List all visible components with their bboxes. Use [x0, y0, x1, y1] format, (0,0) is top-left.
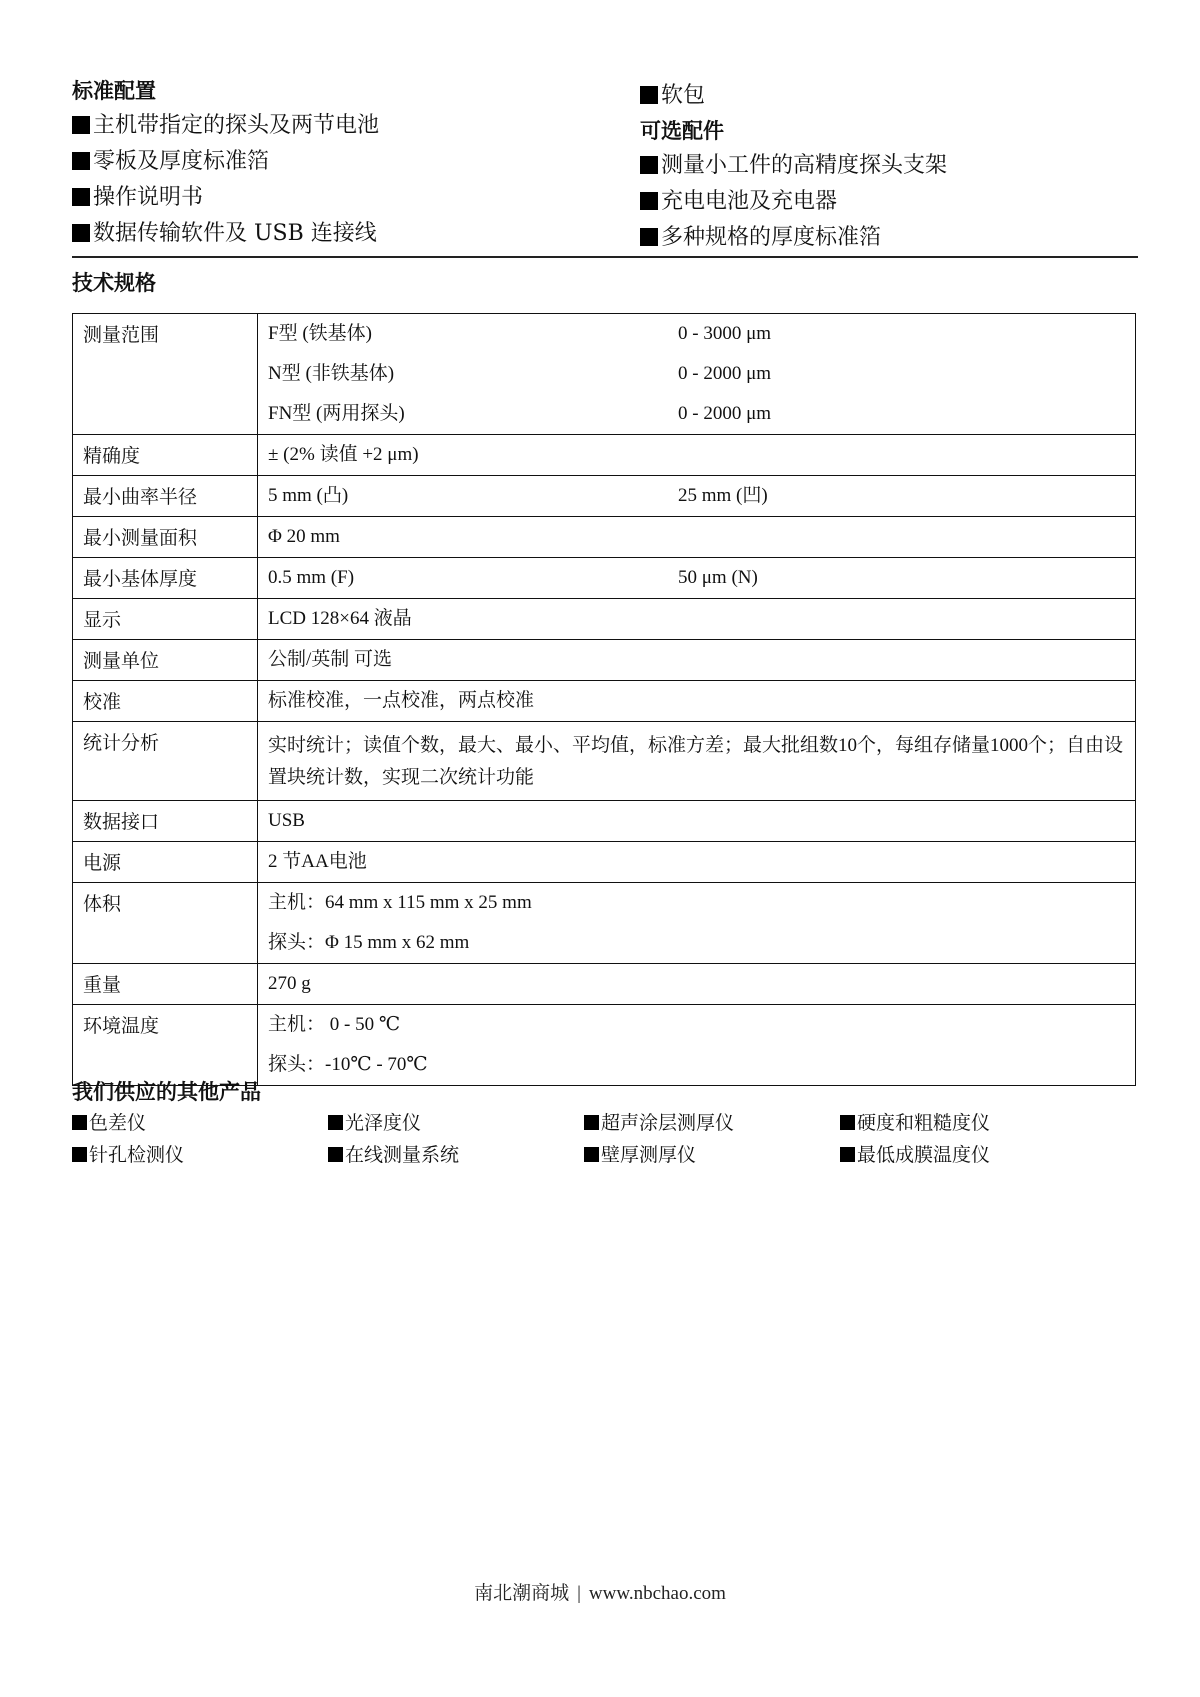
other-products-section	[72, 1077, 1138, 1171]
spec-label: 精确度	[73, 435, 258, 476]
square-bullet-icon	[584, 1147, 599, 1162]
spec-value: 2 节AA电池	[258, 842, 1136, 883]
spec-label: 测量范围	[73, 314, 258, 435]
optional-accessory-item: 测量小工件的高精度探头支架	[640, 148, 1140, 184]
spec-label: 统计分析	[73, 722, 258, 801]
table-row	[73, 1005, 1136, 1086]
table-row	[73, 476, 1136, 517]
table-row	[73, 964, 1136, 1005]
spec-label: 最小基体厚度	[73, 558, 258, 599]
other-products-heading: 我们供应的其他产品	[72, 1080, 261, 1104]
spec-label: 数据接口	[73, 801, 258, 842]
square-bullet-icon	[72, 1147, 87, 1162]
spec-value: 公制/英制 可选	[258, 640, 1136, 681]
specs-table	[72, 313, 1136, 1086]
square-bullet-icon	[72, 152, 90, 170]
spec-label: 测量单位	[73, 640, 258, 681]
product-item: 硬度和粗糙度仪	[840, 1107, 1096, 1139]
spec-value: ± (2% 读值 +2 μm)	[258, 435, 1136, 476]
product-item: 最低成膜温度仪	[840, 1139, 1096, 1171]
section-divider	[72, 256, 1138, 258]
spec-label: 最小曲率半径	[73, 476, 258, 517]
product-item: 针孔检测仪	[72, 1139, 328, 1171]
square-bullet-icon	[328, 1147, 343, 1162]
spec-label: 最小测量面积	[73, 517, 258, 558]
standard-config-section	[72, 74, 632, 252]
spec-value: 5 mm (凸) 25 mm (凹)	[258, 476, 1136, 517]
square-bullet-icon	[640, 156, 658, 174]
table-row	[73, 883, 1136, 964]
standard-config-item: 数据传输软件及 USB 连接线	[72, 216, 632, 252]
table-row	[73, 558, 1136, 599]
table-row	[73, 517, 1136, 558]
table-row	[73, 314, 1136, 435]
footer-site-name: 南北潮商城	[474, 1583, 570, 1604]
table-row	[73, 435, 1136, 476]
square-bullet-icon	[72, 224, 90, 242]
product-item: 色差仪	[72, 1107, 328, 1139]
square-bullet-icon	[72, 188, 90, 206]
square-bullet-icon	[640, 86, 658, 104]
standard-config-item: 主机带指定的探头及两节电池	[72, 108, 632, 144]
square-bullet-icon	[72, 116, 90, 134]
spec-value: 270 g	[258, 964, 1136, 1005]
spec-value: 主机：64 mm x 115 mm x 25 mm 探头：Φ 15 mm x 62 mm	[258, 883, 1136, 964]
table-row	[73, 722, 1136, 801]
spec-label: 校准	[73, 681, 258, 722]
spec-value: 主机： 0 - 50 ℃ 探头：-10℃ - 70℃	[258, 1005, 1136, 1086]
standard-config-heading: 标准配置	[72, 79, 156, 103]
spec-label: 体积	[73, 883, 258, 964]
spec-value: 标准校准，一点校准，两点校准	[258, 681, 1136, 722]
spec-value: LCD 128×64 液晶	[258, 599, 1136, 640]
spec-value: USB	[258, 801, 1136, 842]
optional-accessories-heading: 可选配件	[640, 119, 724, 143]
square-bullet-icon	[640, 228, 658, 246]
spec-value: Φ 20 mm	[258, 517, 1136, 558]
spec-value: F型 (铁基体) 0 - 3000 μm N型 (非铁基体) 0 - 2000 μm FN型 (两用探头) 0 - 2000 μm	[258, 314, 1136, 435]
spec-label: 显示	[73, 599, 258, 640]
optional-accessories-section	[640, 78, 1140, 256]
product-item: 超声涂层测厚仪	[584, 1107, 840, 1139]
spec-value: 0.5 mm (F) 50 μm (N)	[258, 558, 1136, 599]
spec-label: 重量	[73, 964, 258, 1005]
spec-label: 电源	[73, 842, 258, 883]
table-row	[73, 681, 1136, 722]
square-bullet-icon	[72, 1115, 87, 1130]
square-bullet-icon	[640, 192, 658, 210]
standard-config-item: 软包	[640, 78, 1140, 114]
optional-accessory-item: 充电电池及充电器	[640, 184, 1140, 220]
other-products-grid	[72, 1107, 1138, 1171]
table-row	[73, 599, 1136, 640]
product-item: 光泽度仪	[328, 1107, 584, 1139]
product-item: 在线测量系统	[328, 1139, 584, 1171]
specs-heading: 技术规格	[72, 271, 156, 295]
table-row	[73, 801, 1136, 842]
spec-label: 环境温度	[73, 1005, 258, 1086]
square-bullet-icon	[840, 1147, 855, 1162]
page-footer	[0, 1578, 1200, 1605]
standard-config-item: 零板及厚度标准箔	[72, 144, 632, 180]
footer-separator: |	[577, 1583, 581, 1604]
table-row	[73, 640, 1136, 681]
standard-config-item: 操作说明书	[72, 180, 632, 216]
square-bullet-icon	[328, 1115, 343, 1130]
table-row	[73, 842, 1136, 883]
square-bullet-icon	[584, 1115, 599, 1130]
footer-url-link[interactable]: www.nbchao.com	[588, 1583, 726, 1604]
spec-value: 实时统计；读值个数，最大、最小、平均值，标准方差；最大批组数10个，每组存储量1000个；自由设置块统计数，实现二次统计功能	[258, 722, 1136, 801]
square-bullet-icon	[840, 1115, 855, 1130]
product-item: 壁厚测厚仪	[584, 1139, 840, 1171]
optional-accessory-item: 多种规格的厚度标准箔	[640, 220, 1140, 256]
